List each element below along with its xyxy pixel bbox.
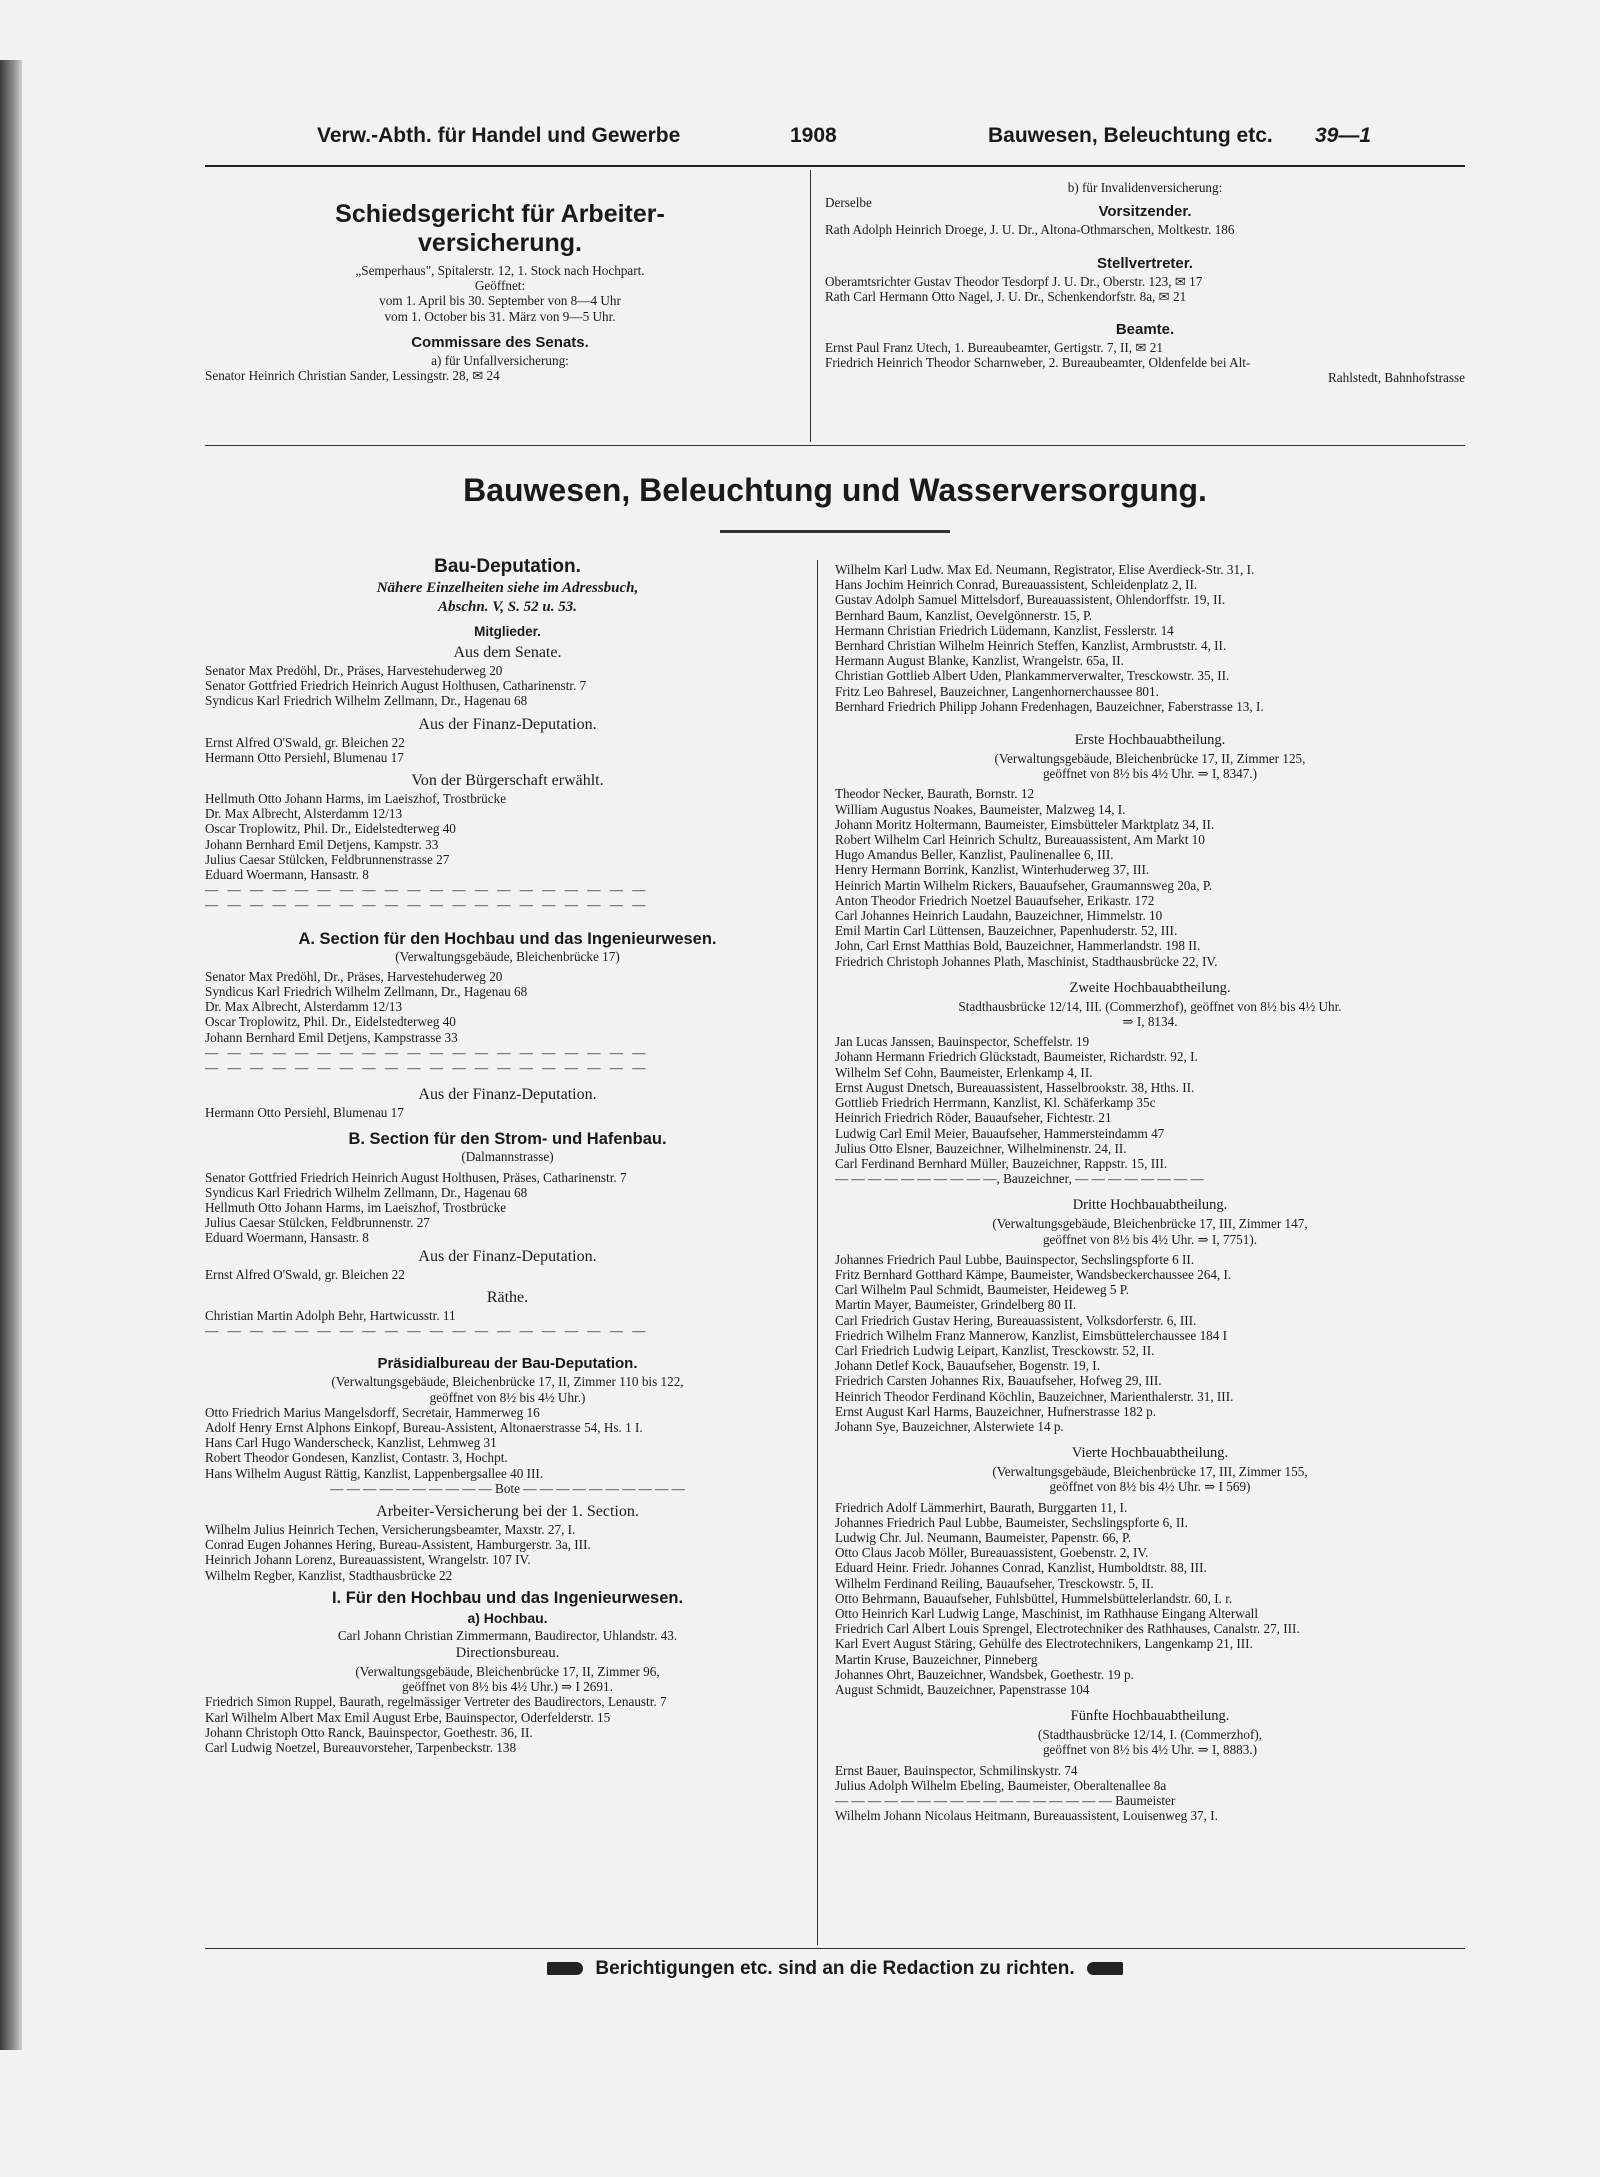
staff-entry: Otto Friedrich Marius Mangelsdorff, Secretair, Hammerweg 16 (205, 1404, 540, 1420)
staff-entry: Julius Otto Elsner, Bauzeichner, Wilhelminenstr. 24, II. (835, 1140, 1127, 1156)
staff-entry: Johann Moritz Holtermann, Baumeister, Eimsbütteler Marktplatz 34, II. (835, 816, 1215, 832)
member-entry: Hermann Otto Persiehl, Blumenau 17 (205, 1105, 404, 1121)
directionsbureau-hours: geöffnet von 8½ bis 4½ Uhr.) ⇒ I 2691. (402, 1679, 613, 1695)
hochbau-subheading: a) Hochbau. (467, 1609, 548, 1626)
section-b-heading: B. Section für den Strom- und Hafenbau. (348, 1130, 667, 1149)
staff-entry: Adolf Henry Ernst Alphons Einkopf, Bureau-Assistent, Altonaerstrasse 54, Hs. 1 I. (205, 1419, 643, 1435)
staff-entry: Robert Theodor Gondesen, Kanzlist, Contastr. 3, Hochpt. (205, 1450, 508, 1466)
member-entry: Senator Max Predöhl, Dr., Präses, Harvestehuderweg 20 (205, 968, 503, 984)
aus-senate-heading: Aus dem Senate. (453, 644, 562, 661)
title-underline (720, 530, 950, 533)
member-entry: Ernst Alfred O'Swald, gr. Bleichen 22 (205, 1266, 405, 1282)
header-right: Bauwesen, Beleuchtung etc. (988, 124, 1273, 147)
staff-entry: Bernhard Christian Wilhelm Heinrich Steffen, Kanzlist, Armbruststr. 4, II. (835, 638, 1227, 654)
vacant-entry: — — — — — — — — — —, Bauzeichner, — — — — — — — — (835, 1171, 1204, 1187)
opening-summer: vom 1. April bis 30. September von 8—4 Uhr (379, 293, 621, 309)
top-right-block (825, 180, 1465, 386)
staff-entry: Julius Adolph Wilhelm Ebeling, Baumeister, Oberaltenallee 8a (835, 1777, 1167, 1793)
beamte-entry-continued: Rahlstedt, Bahnhofstrasse (1328, 370, 1465, 386)
staff-entry: Ernst Bauer, Bauinspector, Schmilinskystr. 74 (835, 1762, 1078, 1778)
staff-entry: Heinrich Martin Wilhelm Rickers, Bauaufseher, Graumannsweg 20a, P. (835, 877, 1213, 893)
staff-entry: Wilhelm Julius Heinrich Techen, Versicherungsbeamter, Maxstr. 27, I. (205, 1521, 576, 1537)
member-entry: Ernst Alfred O'Swald, gr. Bleichen 22 (205, 734, 405, 750)
member-entry: Eduard Woermann, Hansastr. 8 (205, 1230, 369, 1246)
staff-entry: William Augustus Noakes, Baumeister, Malzweg 14, I. (835, 801, 1126, 817)
member-entry: Hellmuth Otto Johann Harms, im Laeiszhof, Trostbrücke (205, 1200, 507, 1216)
baudirector-entry: Carl Johann Christian Zimmermann, Baudirector, Uhlandstr. 43. (337, 1627, 678, 1643)
invaliden-subheading: b) für Invalidenversicherung: (1067, 180, 1223, 195)
staff-entry: Friedrich Carsten Johannes Rix, Bauaufseher, Hofweg 29, III. (835, 1373, 1162, 1389)
vorsitzender-entry: Rath Adolph Heinrich Droege, J. U. Dr., Altona-Othmarschen, Moltkestr. 186 (825, 222, 1235, 238)
main-column-divider (817, 560, 818, 1945)
dritte-hours: geöffnet von 8½ bis 4½ Uhr. ⇒ I, 7751). (1042, 1231, 1258, 1247)
footer-text: Berichtigungen etc. sind an die Redaction zu richten. (595, 1958, 1075, 1979)
staff-entry: Bernhard Baum, Kanzlist, Oevelgönnerstr. 15, P. (835, 607, 1093, 623)
address-line: „Semperhaus", Spitalerstr. 12, 1. Stock nach Hochpart. (355, 263, 645, 278)
staff-entry: Friedrich Adolf Lämmerhirt, Baurath, Burggarten 11, I. (835, 1499, 1128, 1515)
dritte-address: (Verwaltungsgebäude, Bleichenbrücke 17, III, Zimmer 147, (992, 1216, 1308, 1232)
staff-entry: Friedrich Wilhelm Franz Mannerow, Kanzlist, Eimsbüttelerchaussee 184 I (835, 1327, 1228, 1343)
staff-entry: Martin Mayer, Baumeister, Grindelberg 80 II. (835, 1297, 1077, 1313)
aus-finanz-heading: Aus der Finanz-Deputation. (418, 715, 597, 733)
stellvertreter-entry: Rath Carl Hermann Otto Nagel, J. U. Dr., Schenkendorfstr. 8a, ✉ 21 (825, 288, 1187, 304)
vacant-dashes: — — — — — — — — — — — — — — — — — — — — (205, 1323, 649, 1339)
section-a-heading: A. Section für den Hochbau und das Ingenieurwesen. (298, 929, 717, 948)
buergerschaft-heading: Von der Bürgerschaft erwählt. (411, 772, 604, 790)
beamte-entry: Ernst Paul Franz Utech, 1. Bureaubeamter, Gertigstr. 7, II, ✉ 21 (825, 340, 1163, 356)
staff-entry: Fritz Leo Bahresel, Bauzeichner, Langenhornerchaussee 801. (835, 683, 1159, 699)
vacant-dashes: — — — — — — — — — — — — — — — — — — — — (205, 882, 649, 898)
vierte-abtheilung-heading: Vierte Hochbauabtheilung. (1071, 1445, 1229, 1462)
staff-entry: Robert Wilhelm Carl Heinrich Schultz, Bureauassistent, Am Markt 10 (835, 832, 1205, 848)
main-section-title: Bauwesen, Beleuchtung und Wasserversorgung. (463, 472, 1207, 508)
directionsbureau-address: (Verwaltungsgebäude, Bleichenbrücke 17, II, Zimmer 96, (355, 1663, 660, 1679)
pointing-hand-icon (547, 1962, 583, 1975)
fuenfte-address: (Stadthausbrücke 12/14, I. (Commerzhof), (1037, 1727, 1263, 1743)
staff-entry: Christian Gottlieb Albert Uden, Plankammerverwalter, Tresckowstr. 35, II. (835, 668, 1230, 684)
vacant-dashes: — — — — — — — — — — — — — — — — — — — — (205, 1044, 649, 1060)
staff-entry: Johannes Friedrich Paul Lubbe, Baumeister, Sechslingspforte 6, II. (835, 1514, 1188, 1530)
staff-entry: Karl Wilhelm Albert Max Emil August Erbe, Bauinspector, Oderfelderstr. 15 (205, 1709, 611, 1725)
member-entry: Senator Gottfried Friedrich Heinrich August Holthusen, Präses, Catharinenstr. 7 (205, 1169, 627, 1185)
staff-entry: Emil Martin Carl Lüttensen, Bauzeichner, Papenhuderstr. 52, III. (835, 923, 1178, 939)
staff-entry: Bernhard Friedrich Philipp Johann Fredenhagen, Bauzeichner, Faberstrasse 13, I. (835, 698, 1264, 714)
member-entry: Eduard Woermann, Hansastr. 8 (205, 867, 369, 883)
zweite-address: Stadthausbrücke 12/14, III. (Commerzhof), geöffnet von 8½ bis 4½ Uhr. (958, 998, 1342, 1014)
staff-entry: Heinrich Johann Lorenz, Bureauassistent, Wrangelstr. 107 IV. (205, 1552, 531, 1568)
raethe-heading: Räthe. (486, 1288, 529, 1306)
vacant-dashes: — — — — — — — — — — — — — — — — — — — — (205, 1060, 649, 1076)
running-header (205, 124, 1465, 154)
staff-entry: Carl Friedrich Gustav Hering, Bureauassistent, Volksdorferstr. 6, III. (835, 1312, 1197, 1328)
staff-entry: Johannes Friedrich Paul Lubbe, Bauinspector, Sechslingspforte 6 II. (835, 1251, 1195, 1267)
staff-entry: Hugo Amandus Beller, Kanzlist, Paulinenallee 6, III. (835, 847, 1114, 863)
bau-deputation-heading: Bau-Deputation. (434, 556, 581, 577)
fuenfte-abtheilung-heading: Fünfte Hochbauabtheilung. (1070, 1708, 1230, 1725)
header-left: Verw.-Abth. für Handel und Gewerbe (317, 124, 681, 147)
stellvertreter-entry: Oberamtsrichter Gustav Theodor Tesdorpf J. U. Dr., Oberstr. 123, ✉ 17 (825, 273, 1203, 289)
staff-entry: Martin Kruse, Bauzeichner, Pinneberg (835, 1651, 1038, 1667)
schiedsgericht-title-2: versicherung. (418, 229, 582, 257)
praesidial-address: (Verwaltungsgebäude, Bleichenbrücke 17, II, Zimmer 110 bis 122, (331, 1374, 684, 1390)
staff-entry: Wilhelm Johann Nicolaus Heitmann, Bureauassistent, Louisenweg 37, I. (835, 1808, 1218, 1824)
member-entry: Christian Martin Adolph Behr, Hartwicusstr. 11 (205, 1307, 456, 1323)
mitglieder-heading: Mitglieder. (474, 624, 541, 639)
section-b-address: (Dalmannstrasse) (461, 1149, 554, 1165)
staff-entry: August Schmidt, Bauzeichner, Papenstrasse 104 (835, 1682, 1090, 1697)
dritte-abtheilung-heading: Dritte Hochbauabtheilung. (1072, 1197, 1228, 1214)
staff-entry: Carl Johannes Heinrich Laudahn, Bauzeichner, Himmelstr. 10 (835, 908, 1163, 924)
vierte-hours: geöffnet von 8½ bis 4½ Uhr. ⇒ I 569) (1049, 1479, 1251, 1495)
member-entry: Dr. Max Albrecht, Alsterdamm 12/13 (205, 999, 403, 1015)
member-entry: Senator Max Predöhl, Dr., Präses, Harvestehuderweg 20 (205, 663, 503, 678)
binding-edge (0, 60, 22, 2050)
staff-entry: Hermann Christian Friedrich Lüdemann, Kanzlist, Fesslerstr. 14 (835, 622, 1174, 638)
member-entry: Hellmuth Otto Johann Harms, im Laeiszhof, Trostbrücke (205, 791, 507, 807)
stellvertreter-heading: Stellvertreter. (1097, 254, 1193, 272)
pointing-hand-icon (1087, 1962, 1123, 1975)
staff-entry: Anton Theodor Friedrich Noetzel Bauaufseher, Erikastr. 172 (835, 892, 1155, 908)
staff-entry: Wilhelm Karl Ludw. Max Ed. Neumann, Registrator, Elise Averdieck-Str. 31, I. (835, 562, 1255, 577)
staff-entry: Hans Carl Hugo Wanderscheck, Kanzlist, Lehmweg 31 (205, 1435, 497, 1451)
hochbau-section-heading: I. Für den Hochbau und das Ingenieurwesen. (331, 1588, 684, 1607)
aus-finanz-heading: Aus der Finanz-Deputation. (418, 1247, 597, 1265)
staff-entry: Johannes Ohrt, Bauzeichner, Wandsbek, Goethestr. 19 p. (835, 1666, 1134, 1682)
top-left-block (205, 200, 795, 383)
staff-entry: Wilhelm Regber, Kanzlist, Stadthausbrücke 22 (205, 1567, 453, 1583)
zweite-abtheilung-heading: Zweite Hochbauabtheilung. (1069, 979, 1231, 996)
member-entry: Johann Bernhard Emil Detjens, Kampstr. 33 (205, 836, 439, 852)
vierte-address: (Verwaltungsgebäude, Bleichenbrücke 17, III, Zimmer 155, (992, 1464, 1308, 1480)
opening-winter: vom 1. October bis 31. März von 9—5 Uhr. (384, 308, 616, 324)
directionsbureau-heading: Directionsbureau. (455, 1644, 560, 1661)
staff-entry: Heinrich Theodor Ferdinand Köchlin, Bauzeichner, Marienthalerstr. 31, III. (835, 1388, 1234, 1404)
member-entry: Syndicus Karl Friedrich Wilhelm Zellmann, Dr., Hagenau 68 (205, 1184, 528, 1200)
member-entry: Oscar Troplowitz, Phil. Dr., Eidelstedterweg 40 (205, 821, 456, 837)
header-rule (205, 165, 1465, 167)
erste-abtheilung-heading: Erste Hochbauabtheilung. (1074, 732, 1226, 749)
member-entry: Hermann Otto Persiehl, Blumenau 17 (205, 749, 404, 765)
header-page-number: 39—1 (1315, 124, 1372, 147)
staff-entry: Carl Friedrich Ludwig Leipart, Kanzlist, Tresckowstr. 52, II. (835, 1342, 1155, 1358)
staff-entry: Jan Lucas Janssen, Bauinspector, Scheffelstr. 19 (835, 1034, 1090, 1050)
beamte-heading: Beamte. (1115, 321, 1175, 339)
vacant-entry: — — — — — — — — — — — — — — — — — Baumeister (835, 1793, 1176, 1809)
beamte-entry: Friedrich Heinrich Theodor Scharnweber, 2. Bureaubeamter, Oldenfelde bei Alt- (825, 355, 1251, 371)
member-entry: Oscar Troplowitz, Phil. Dr., Eidelstedterweg 40 (205, 1014, 456, 1030)
staff-entry: John, Carl Ernst Matthias Bold, Bauzeichner, Hammerlandstr. 198 II. (835, 938, 1201, 954)
staff-entry: Otto Claus Jacob Möller, Bureauassistent, Goebenstr. 2, IV. (835, 1545, 1149, 1561)
staff-entry: Ludwig Chr. Jul. Neumann, Baumeister, Papenstr. 66, P. (835, 1529, 1132, 1545)
staff-entry: Johann Sye, Bauzeichner, Alsterwiete 14 p. (835, 1418, 1064, 1434)
directory-page (205, 110, 1465, 2005)
opening-label: Geöffnet: (474, 278, 526, 294)
staff-entry: Conrad Eugen Johannes Hering, Bureau-Assistent, Hamburgerstr. 3a, III. (205, 1537, 591, 1553)
details-note: Abschn. V, S. 52 u. 53. (438, 599, 577, 615)
member-entry: Johann Bernhard Emil Detjens, Kampstrasse 33 (205, 1029, 458, 1045)
staff-entry: Johann Hermann Friedrich Glückstadt, Baumeister, Richardstr. 92, I. (835, 1049, 1198, 1065)
staff-entry: Otto Heinrich Karl Ludwig Lange, Maschinist, im Rathhause Eingang Alterwall (835, 1605, 1259, 1621)
praesidial-hours: geöffnet von 8½ bis 4½ Uhr.) (429, 1389, 586, 1405)
section-a-address: (Verwaltungsgebäude, Bleichenbrücke 17) (395, 948, 620, 964)
member-entry: Syndicus Karl Friedrich Wilhelm Zellmann, Dr., Hagenau 68 (205, 693, 528, 709)
staff-entry: Otto Behrmann, Bauaufseher, Fuhlsbüttel, Hummelsbüttelerlandstr. 60, I. r. (835, 1590, 1233, 1606)
staff-entry: Hermann August Blanke, Kanzlist, Wrangelstr. 65a, II. (835, 653, 1124, 669)
top-block-rule (205, 445, 1465, 446)
staff-entry: Johann Detlef Kock, Bauaufseher, Bogenstr. 19, I. (835, 1358, 1100, 1374)
staff-entry: Theodor Necker, Baurath, Bornstr. 12 (835, 786, 1035, 802)
praesidialbureau-heading: Präsidialbureau der Bau-Deputation. (377, 1355, 638, 1373)
derselbe: Derselbe (825, 195, 872, 211)
header-year: 1908 (790, 124, 837, 147)
staff-entry: Eduard Heinr. Friedr. Johannes Conrad, Kanzlist, Humboldtstr. 88, III. (835, 1560, 1207, 1576)
member-entry: Julius Caesar Stülcken, Feldbrunnenstrasse 27 (205, 851, 450, 867)
staff-entry: Ernst August Dnetsch, Bureauassistent, Hasselbrookstr. 38, Hths. II. (835, 1079, 1195, 1095)
arbeiter-versicherung-heading: Arbeiter-Versicherung bei der 1. Section. (376, 1502, 639, 1520)
zweite-phone: ⇒ I, 8134. (1122, 1014, 1178, 1030)
commissare-heading: Commissare des Senats. (411, 333, 589, 351)
staff-entry: Friedrich Simon Ruppel, Baurath, regelmässiger Vertreter des Baudirectors, Lenaustr. 7 (205, 1694, 667, 1710)
staff-entry: Carl Ferdinand Bernhard Müller, Bauzeichner, Rappstr. 15, III. (835, 1155, 1168, 1171)
member-entry: Julius Caesar Stülcken, Feldbrunnenstr. 27 (205, 1215, 430, 1231)
erste-address: (Verwaltungsgebäude, Bleichenbrücke 17, II, Zimmer 125, (994, 751, 1306, 767)
staff-entry: Wilhelm Sef Cohn, Baumeister, Erlenkamp 4, II. (835, 1064, 1093, 1080)
member-entry: Dr. Max Albrecht, Alsterdamm 12/13 (205, 806, 403, 822)
staff-entry: Ludwig Carl Emil Meier, Bauaufseher, Hammersteindamm 47 (835, 1125, 1165, 1141)
unfall-subheading: a) für Unfallversicherung: (431, 352, 569, 368)
fuenfte-hours: geöffnet von 8½ bis 4½ Uhr. ⇒ I, 8883.) (1042, 1742, 1258, 1758)
staff-entry: Hans Wilhelm August Rättig, Kanzlist, Lappenbergsallee 40 III. (205, 1465, 544, 1481)
staff-entry: Carl Ludwig Noetzel, Bureauvorsteher, Tarpenbeckstr. 138 (205, 1739, 517, 1755)
details-note: Nähere Einzelheiten siehe im Adressbuch, (376, 580, 639, 596)
top-column-divider (810, 170, 811, 442)
staff-entry: Johann Christoph Otto Ranck, Bauinspector, Goethestr. 36, II. (205, 1724, 533, 1740)
vorsitzender-heading: Vorsitzender. (1098, 203, 1192, 221)
footer-rule (205, 1948, 1465, 1949)
member-entry: Senator Gottfried Friedrich Heinrich August Holthusen, Catharinenstr. 7 (205, 678, 587, 694)
aus-finanz-heading: Aus der Finanz-Deputation. (418, 1086, 597, 1104)
staff-entry: Friedrich Carl Albert Louis Sprengel, Electrotechniker des Rathhauses, Canalstr. 27, III. (835, 1621, 1300, 1637)
staff-entry: Friedrich Christoph Johannes Plath, Maschinist, Stadthausbrücke 22, IV. (835, 953, 1218, 969)
staff-entry: Karl Evert August Stäring, Gehülfe des Electrotechnikers, Langenkamp 21, III. (835, 1636, 1253, 1652)
schiedsgericht-title-1: Schiedsgericht für Arbeiter- (335, 200, 665, 228)
staff-entry: Gustav Adolph Samuel Mittelsdorf, Bureauassistent, Ohlendorffstr. 19, II. (835, 592, 1226, 608)
senator-sander: Senator Heinrich Christian Sander, Lessingstr. 28, ✉ 24 (205, 368, 500, 384)
staff-entry: Hans Jochim Heinrich Conrad, Bureauassistent, Schleidenplatz 2, II. (835, 577, 1198, 593)
bote-line: — — — — — — — — — — Bote — — — — — — — — — — (330, 1480, 685, 1496)
staff-entry: Heinrich Friedrich Röder, Bauaufseher, Fichtestr. 21 (835, 1110, 1112, 1126)
staff-entry: Ernst August Karl Harms, Bauzeichner, Hufnerstrasse 182 p. (835, 1403, 1157, 1419)
staff-entry: Carl Wilhelm Paul Schmidt, Baumeister, Heideweg 5 P. (835, 1282, 1129, 1298)
staff-entry: Gottlieb Friedrich Herrmann, Kanzlist, Kl. Schäferkamp 35c (835, 1095, 1156, 1111)
staff-entry: Wilhelm Ferdinand Reiling, Bauaufseher, Tresckowstr. 5, II. (835, 1575, 1154, 1591)
right-column (835, 562, 1465, 1823)
member-entry: Syndicus Karl Friedrich Wilhelm Zellmann, Dr., Hagenau 68 (205, 984, 528, 1000)
left-column (205, 555, 810, 1755)
erste-hours: geöffnet von 8½ bis 4½ Uhr. ⇒ I, 8347.) (1042, 766, 1258, 782)
staff-entry: Henry Hermann Borrink, Kanzlist, Winterhuderweg 37, III. (835, 862, 1150, 878)
staff-entry: Fritz Bernhard Gotthard Kämpe, Baumeister, Wandsbeckerchaussee 264, I. (835, 1266, 1232, 1282)
vacant-dashes: — — — — — — — — — — — — — — — — — — — — (205, 897, 649, 913)
footer-notice (205, 1958, 1465, 1980)
